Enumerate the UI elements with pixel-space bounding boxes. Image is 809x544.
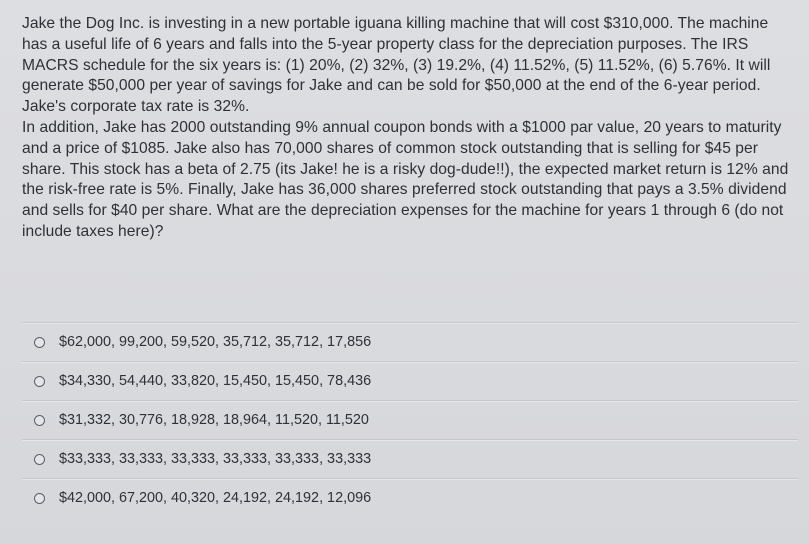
radio-button[interactable] xyxy=(34,493,45,504)
answer-option-label: $62,000, 99,200, 59,520, 35,712, 35,712, 17,856 xyxy=(59,334,372,350)
radio-button[interactable] xyxy=(34,337,45,348)
answer-option-label: $31,332, 30,776, 18,928, 18,964, 11,520, 11,520 xyxy=(59,412,369,428)
answer-option-1[interactable] xyxy=(22,323,798,361)
radio-button[interactable] xyxy=(34,454,45,465)
answer-option-label: $42,000, 67,200, 40,320, 24,192, 24,192, 12,096 xyxy=(59,490,372,506)
answer-option-4[interactable] xyxy=(22,440,798,478)
radio-button[interactable] xyxy=(34,376,45,387)
question-paragraph-2: In addition, Jake has 2000 outstanding 9% annual coupon bonds with a $1000 par value, 20 years to maturity and a price of $1085. Jake also has 70,000 shares of common stock outstanding that is selling for $45 per share. This stock has a beta of 2.75 (its Jake! he is a risky dog-dude!!), the expected market return is 12% and the risk-free rate is 5%. Finally, Jake has 36,000 shares preferred stock outstanding that pays a 3.5% dividend and sells for $40 per share. What are the depreciation expenses for the machine for years 1 through 6 (do not include taxes here)? xyxy=(22,118,789,240)
answer-option-5[interactable] xyxy=(22,479,798,517)
question-paragraph-1: Jake the Dog Inc. is investing in a new portable iguana killing machine that will cost $310,000. The machine has a useful life of 6 years and falls into the 5-year property class for the depreciation purposes. The IRS MACRS schedule for the six years is: (1) 20%, (2) 32%, (3) 19.2%, (4) 11.52%, (5) 11.52%, (6) 5.76%. It will generate $50,000 per year of savings for Jake and can be sold for $50,000 at the end of the 6-year period. Jake's corporate tax rate is 32%. xyxy=(22,15,771,116)
answer-option-label: $34,330, 54,440, 33,820, 15,450, 15,450, 78,436 xyxy=(59,373,372,389)
question-text xyxy=(22,14,790,243)
answer-option-3[interactable] xyxy=(22,401,798,439)
answer-option-2[interactable] xyxy=(22,362,798,400)
answer-options xyxy=(22,322,798,517)
radio-button[interactable] xyxy=(34,415,45,426)
answer-option-label: $33,333, 33,333, 33,333, 33,333, 33,333, 33,333 xyxy=(59,451,372,467)
